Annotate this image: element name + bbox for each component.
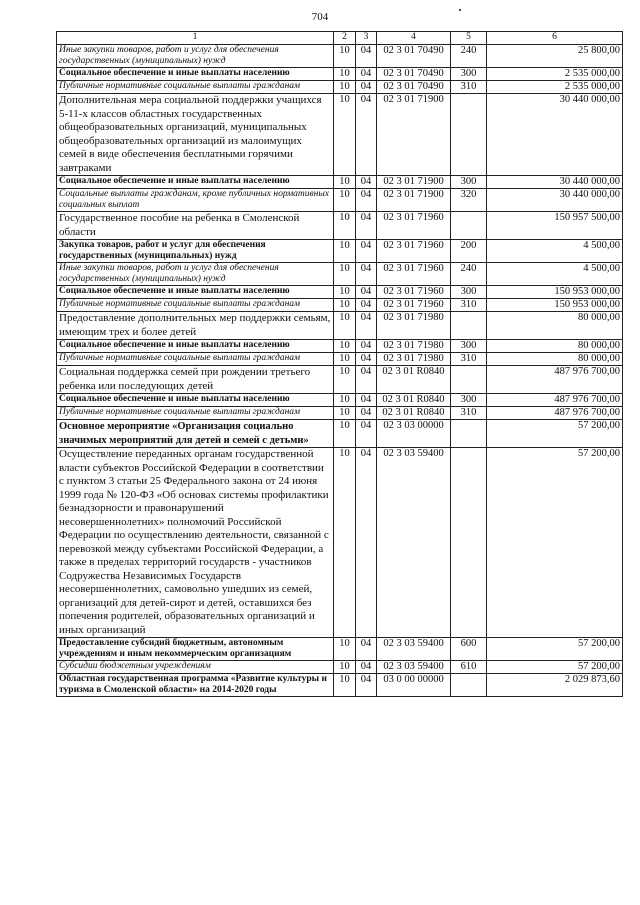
amount: 30 440 000,00: [487, 189, 623, 212]
column-number-row: [57, 32, 623, 45]
section-code: 10: [334, 420, 356, 448]
section-code: 10: [334, 638, 356, 661]
amount: 150 957 500,00: [487, 212, 623, 240]
target-article-code: 02 3 01 70490: [377, 45, 451, 68]
target-article-code: 02 3 03 59400: [377, 638, 451, 661]
table-row: [57, 661, 623, 674]
amount: 80 000,00: [487, 312, 623, 340]
expense-type-code: 300: [451, 68, 487, 81]
item-name: Публичные нормативные социальные выплаты гражданам: [57, 81, 334, 94]
target-article-code: 02 3 01 R0840: [377, 394, 451, 407]
subsection-code: 04: [356, 661, 377, 674]
section-code: 10: [334, 94, 356, 176]
section-code: 10: [334, 299, 356, 312]
target-article-code: 02 3 01 71960: [377, 286, 451, 299]
amount: 4 500,00: [487, 240, 623, 263]
item-name: Осуществление переданных органам государственной власти субъектов Российской Федерации в соответствии с пунктом 3 статьи 25 Федерального закона от 24 июня 1999 года № 120-ФЗ «Об основах системы профилактики безнадзорности и правонарушений несовершеннолетних» полномочий Российской Федерации по осуществлению деятельности, связанной с перевозкой между субъектами Российской Федерации, а также в пределах территорий государств - участников Содружества Независимых Государств несовершеннолетних, самовольно ушедших из семей, организаций для детей-сирот и детей, оставшихся без попечения родителей, образовательных организаций и иных организаций: [57, 448, 334, 638]
amount: 80 000,00: [487, 353, 623, 366]
item-name: Предоставление субсидий бюджетным, автономным учреждениям и иным некоммерческим организациям: [57, 638, 334, 661]
subsection-code: 04: [356, 407, 377, 420]
item-name: Публичные нормативные социальные выплаты гражданам: [57, 353, 334, 366]
subsection-code: 04: [356, 340, 377, 353]
table-row: [57, 81, 623, 94]
section-code: 10: [334, 189, 356, 212]
target-article-code: 02 3 01 71960: [377, 240, 451, 263]
table-row: [57, 353, 623, 366]
table-row: [57, 366, 623, 394]
item-name: Социальное обеспечение и иные выплаты населению: [57, 394, 334, 407]
expense-type-code: 310: [451, 353, 487, 366]
item-name: Основное мероприятие «Организация социально значимых мероприятий для детей и семей с детьми»: [57, 420, 334, 448]
target-article-code: 02 3 01 71980: [377, 340, 451, 353]
subsection-code: 04: [356, 68, 377, 81]
item-name: Публичные нормативные социальные выплаты гражданам: [57, 299, 334, 312]
expense-type-code: 240: [451, 45, 487, 68]
expense-type-code: 610: [451, 661, 487, 674]
amount: 4 500,00: [487, 263, 623, 286]
section-code: 10: [334, 176, 356, 189]
subsection-code: 04: [356, 240, 377, 263]
expense-type-code: 300: [451, 340, 487, 353]
item-name: Субсидии бюджетным учреждениям: [57, 661, 334, 674]
table-row: [57, 340, 623, 353]
table-body: [57, 45, 623, 697]
item-name: Дополнительная мера социальной поддержки учащихся 5-11-х классов областных государственных общеобразовательных организаций, муниципальных общеобразовательных организаций из малоимущих семей в виде обеспечения бесплатными горячими завтраками: [57, 94, 334, 176]
target-article-code: 03 0 00 00000: [377, 674, 451, 697]
amount: 2 535 000,00: [487, 68, 623, 81]
expense-type-code: 200: [451, 240, 487, 263]
table-row: [57, 299, 623, 312]
section-code: 10: [334, 45, 356, 68]
amount: 57 200,00: [487, 661, 623, 674]
section-code: 10: [334, 240, 356, 263]
expense-type-code: [451, 312, 487, 340]
amount: 57 200,00: [487, 448, 623, 638]
target-article-code: 02 3 03 00000: [377, 420, 451, 448]
target-article-code: 02 3 01 71980: [377, 312, 451, 340]
item-name: Государственное пособие на ребенка в Смоленской области: [57, 212, 334, 240]
amount: 80 000,00: [487, 340, 623, 353]
column-number: 1: [57, 32, 334, 45]
section-code: 10: [334, 286, 356, 299]
target-article-code: 02 3 01 71960: [377, 263, 451, 286]
section-code: 10: [334, 312, 356, 340]
table-row: [57, 394, 623, 407]
column-number: 4: [377, 32, 451, 45]
target-article-code: 02 3 01 71900: [377, 189, 451, 212]
section-code: 10: [334, 674, 356, 697]
section-code: 10: [334, 340, 356, 353]
subsection-code: 04: [356, 212, 377, 240]
section-code: 10: [334, 448, 356, 638]
subsection-code: 04: [356, 263, 377, 286]
expense-type-code: 300: [451, 394, 487, 407]
section-code: 10: [334, 353, 356, 366]
subsection-code: 04: [356, 366, 377, 394]
section-code: 10: [334, 212, 356, 240]
item-name: Областная государственная программа «Развитие культуры и туризма в Смоленской области» на 2014-2020 годы: [57, 674, 334, 697]
column-number: 5: [451, 32, 487, 45]
item-name: Социальное обеспечение и иные выплаты населению: [57, 340, 334, 353]
subsection-code: 04: [356, 94, 377, 176]
amount: 30 440 000,00: [487, 176, 623, 189]
section-code: 10: [334, 407, 356, 420]
table-row: [57, 212, 623, 240]
item-name: Социальная поддержка семей при рождении третьего ребенка или последующих детей: [57, 366, 334, 394]
page-number: 704: [311, 11, 329, 23]
table-row: [57, 407, 623, 420]
table-row: [57, 674, 623, 697]
target-article-code: 02 3 03 59400: [377, 448, 451, 638]
target-article-code: 02 3 01 71960: [377, 212, 451, 240]
section-code: 10: [334, 81, 356, 94]
item-name: Иные закупки товаров, работ и услуг для обеспечения государственных (муниципальных) нужд: [57, 45, 334, 68]
expense-type-code: [451, 212, 487, 240]
amount: 487 976 700,00: [487, 394, 623, 407]
table-row: [57, 94, 623, 176]
column-number: 2: [334, 32, 356, 45]
table-row: [57, 420, 623, 448]
amount: 57 200,00: [487, 638, 623, 661]
item-name: Иные закупки товаров, работ и услуг для обеспечения государственных (муниципальных) нужд: [57, 263, 334, 286]
table-row: [57, 312, 623, 340]
subsection-code: 04: [356, 638, 377, 661]
target-article-code: 02 3 01 71900: [377, 176, 451, 189]
amount: 2 029 873,60: [487, 674, 623, 697]
table-row: [57, 286, 623, 299]
subsection-code: 04: [356, 286, 377, 299]
table-row: [57, 263, 623, 286]
expense-type-code: [451, 420, 487, 448]
expense-type-code: [451, 94, 487, 176]
subsection-code: 04: [356, 394, 377, 407]
column-number: 3: [356, 32, 377, 45]
expense-type-code: 300: [451, 176, 487, 189]
table-row: [57, 189, 623, 212]
amount: 150 953 000,00: [487, 286, 623, 299]
expense-type-code: 310: [451, 407, 487, 420]
subsection-code: 04: [356, 45, 377, 68]
section-code: 10: [334, 661, 356, 674]
column-number: 6: [487, 32, 623, 45]
subsection-code: 04: [356, 353, 377, 366]
expense-type-code: [451, 674, 487, 697]
subsection-code: 04: [356, 312, 377, 340]
subsection-code: 04: [356, 299, 377, 312]
target-article-code: 02 3 01 71980: [377, 353, 451, 366]
section-code: 10: [334, 263, 356, 286]
item-name: Закупка товаров, работ и услуг для обеспечения государственных (муниципальных) нужд: [57, 240, 334, 263]
table-row: [57, 638, 623, 661]
expense-type-code: [451, 448, 487, 638]
amount: 2 535 000,00: [487, 81, 623, 94]
target-article-code: 02 3 03 59400: [377, 661, 451, 674]
expense-type-code: 600: [451, 638, 487, 661]
target-article-code: 02 3 01 R0840: [377, 366, 451, 394]
table-row: [57, 448, 623, 638]
section-code: 10: [334, 68, 356, 81]
target-article-code: 02 3 01 71960: [377, 299, 451, 312]
subsection-code: 04: [356, 448, 377, 638]
table-row: [57, 68, 623, 81]
expense-type-code: 240: [451, 263, 487, 286]
amount: 487 976 700,00: [487, 407, 623, 420]
item-name: Социальное обеспечение и иные выплаты населению: [57, 68, 334, 81]
expense-type-code: [451, 366, 487, 394]
section-code: 10: [334, 366, 356, 394]
amount: 487 976 700,00: [487, 366, 623, 394]
amount: 150 953 000,00: [487, 299, 623, 312]
target-article-code: 02 3 01 71900: [377, 94, 451, 176]
item-name: Предоставление дополнительных мер поддержки семьям, имеющим трех и более детей: [57, 312, 334, 340]
subsection-code: 04: [356, 674, 377, 697]
table-row: [57, 45, 623, 68]
subsection-code: 04: [356, 176, 377, 189]
table-row: [57, 240, 623, 263]
subsection-code: 04: [356, 189, 377, 212]
amount: 30 440 000,00: [487, 94, 623, 176]
item-name: Социальное обеспечение и иные выплаты населению: [57, 176, 334, 189]
table-row: [57, 176, 623, 189]
expense-type-code: 320: [451, 189, 487, 212]
amount: 57 200,00: [487, 420, 623, 448]
subsection-code: 04: [356, 81, 377, 94]
section-code: 10: [334, 394, 356, 407]
subsection-code: 04: [356, 420, 377, 448]
expense-type-code: 310: [451, 299, 487, 312]
amount: 25 800,00: [487, 45, 623, 68]
expense-type-code: 300: [451, 286, 487, 299]
budget-table: [56, 31, 623, 697]
item-name: Социальное обеспечение и иные выплаты населению: [57, 286, 334, 299]
target-article-code: 02 3 01 R0840: [377, 407, 451, 420]
expense-type-code: 310: [451, 81, 487, 94]
item-name: Социальные выплаты гражданам, кроме публичных нормативных социальных выплат: [57, 189, 334, 212]
item-name: Публичные нормативные социальные выплаты гражданам: [57, 407, 334, 420]
target-article-code: 02 3 01 70490: [377, 68, 451, 81]
target-article-code: 02 3 01 70490: [377, 81, 451, 94]
